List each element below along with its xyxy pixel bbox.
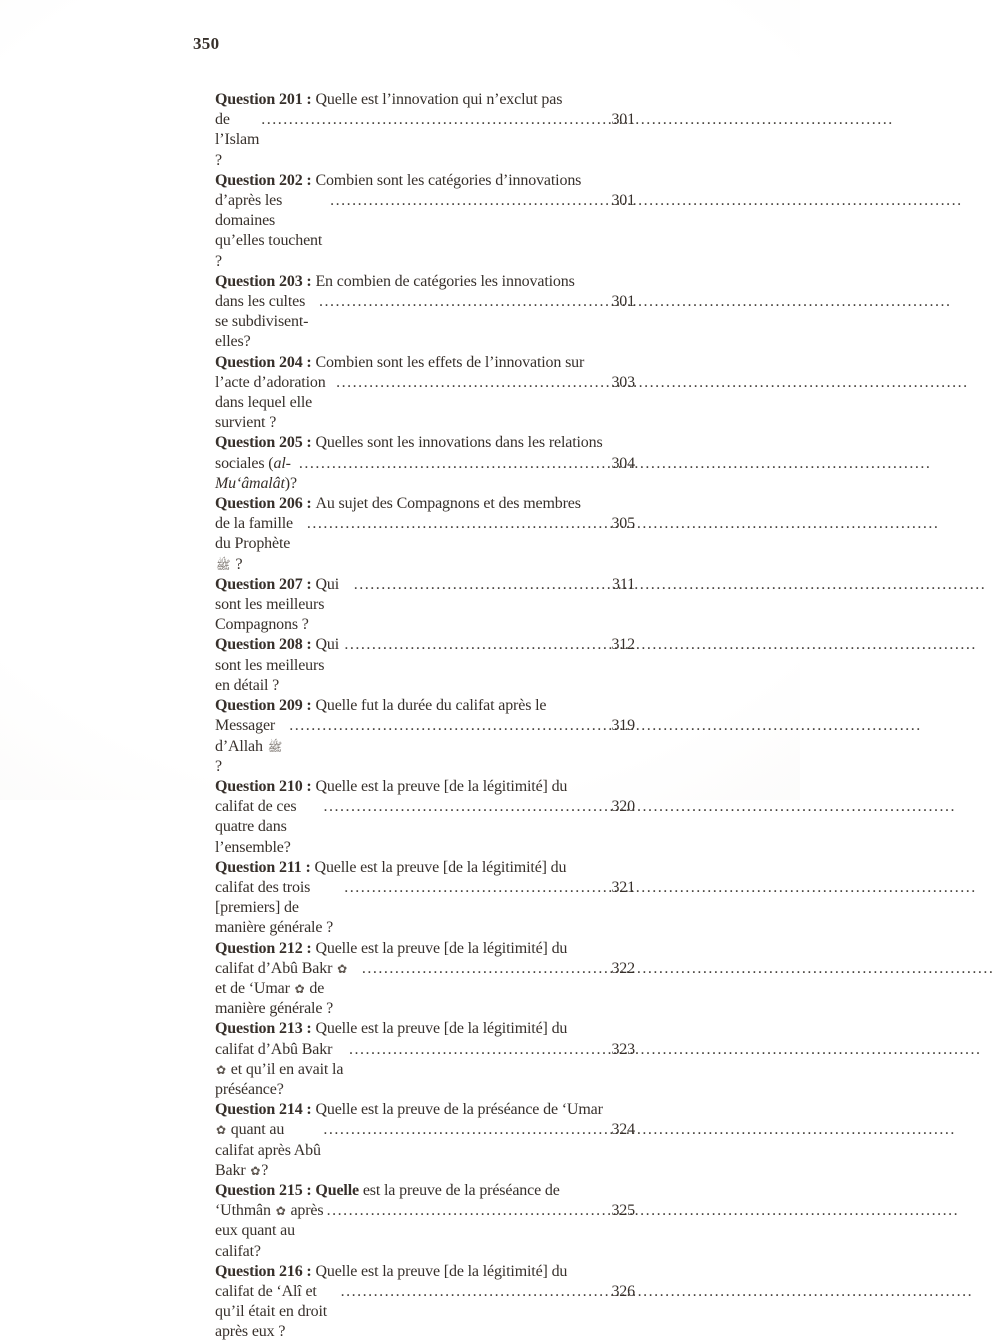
dot-leader — [327, 1201, 609, 1221]
question-text: Quelle est la preuve [de la légitimité] du — [315, 777, 568, 795]
question-text: ? — [231, 555, 243, 573]
question-label: Question 216 : — [215, 1262, 316, 1280]
toc-entry — [215, 353, 635, 434]
question-text: Au sujet des Compagnons et des membres — [315, 495, 581, 513]
toc-entry — [215, 171, 635, 272]
question-label: Question 211 : — [215, 858, 315, 876]
toc-page-ref: 321 — [611, 878, 635, 896]
toc-line-text — [215, 716, 287, 777]
toc-line-text — [215, 1019, 567, 1039]
toc-line-text — [215, 272, 575, 292]
question-text: ? — [215, 737, 288, 775]
honorific-icon: ﷺ — [267, 739, 283, 754]
question-label: Question 215 : Quelle — [215, 1181, 359, 1199]
toc-entry — [215, 575, 635, 636]
toc-line-text — [215, 858, 566, 878]
toc-line — [215, 1181, 635, 1201]
question-text: l’acte d’adoration dans lequel elle survient ? — [215, 373, 330, 432]
question-text: ‘Uthmân — [215, 1202, 275, 1220]
dot-leader — [307, 514, 609, 534]
question-label: Question 213 : — [215, 1020, 316, 1038]
question-text: califat de ces quatre dans l’ensemble? — [215, 798, 301, 856]
toc-page-ref: 305 — [611, 515, 635, 533]
question-text: dans les cultes se subdivisent-elles? — [215, 293, 310, 351]
question-text: de l’Islam ? — [215, 111, 264, 169]
toc-entry — [215, 1019, 635, 1100]
honorific-icon: ✿ — [216, 1123, 226, 1138]
question-text: Quelle est l’innovation qui n’exclut pas — [315, 91, 563, 108]
toc-page-ref: 311 — [612, 575, 635, 593]
toc-line-text — [215, 110, 264, 171]
question-label: Question 207 : — [215, 575, 316, 593]
toc-line-text — [215, 797, 322, 858]
toc-page-ref: 301 — [611, 111, 635, 129]
toc-line — [215, 797, 635, 858]
toc-line — [215, 191, 635, 272]
dot-leader — [349, 1040, 608, 1060]
question-text: d’après les domaines qu’elles touchent ? — [215, 192, 327, 270]
question-text: Messager d’Allah — [215, 717, 279, 755]
toc-line-text — [215, 90, 562, 110]
toc-line-text — [215, 777, 567, 797]
toc-line — [215, 1262, 635, 1282]
toc-line — [215, 1120, 635, 1181]
dot-leader — [323, 1120, 608, 1140]
toc-line — [215, 716, 635, 777]
question-text: et qu’il en avait la préséance? — [215, 1060, 348, 1098]
toc-line-text — [215, 1120, 325, 1181]
toc-entry — [215, 777, 635, 858]
question-label: Question 212 : — [215, 939, 316, 957]
question-text: Qui sont les meilleurs en détail ? — [215, 636, 343, 694]
toc-line — [215, 454, 635, 494]
toc-line — [215, 90, 635, 110]
toc-line-text — [215, 171, 581, 191]
toc-page-ref: 326 — [611, 1282, 635, 1300]
question-label: Question 204 : — [215, 353, 316, 371]
toc-line-text — [215, 959, 360, 1020]
toc-entry — [215, 494, 635, 575]
question-text: califat d’Abû Bakr — [215, 1040, 337, 1058]
toc-line — [215, 1100, 635, 1120]
toc-line-text — [215, 878, 342, 939]
question-label: Question 214 : — [215, 1101, 316, 1119]
toc-line — [215, 292, 635, 353]
toc-line — [215, 959, 635, 1020]
toc-line-text — [215, 635, 342, 696]
toc-entry — [215, 433, 635, 494]
question-label: Question 210 : — [215, 777, 316, 795]
toc-line — [215, 878, 635, 939]
question-text: Quelle est la preuve [de la légitimité] du — [315, 939, 568, 957]
question-label: Question 202 : — [215, 171, 316, 189]
dot-leader — [261, 110, 608, 130]
toc-entry — [215, 1262, 635, 1343]
question-text: califat d’Abû Bakr — [215, 959, 337, 977]
question-text: de manière générale ? — [215, 979, 337, 1018]
toc-entry — [215, 1100, 635, 1181]
question-label: Question 203 : — [215, 272, 316, 290]
toc-page-ref: 322 — [611, 959, 635, 977]
question-text: Quelles sont les innovations dans les relations — [315, 434, 603, 452]
toc-line — [215, 1282, 635, 1343]
toc-entry — [215, 1181, 635, 1262]
toc-line — [215, 858, 635, 878]
toc-line — [215, 696, 635, 716]
toc-line — [215, 777, 635, 797]
toc-page-ref: 312 — [611, 636, 635, 654]
toc-entry — [215, 858, 635, 939]
toc-line-text — [215, 1282, 339, 1343]
question-text: et de ‘Umar — [215, 959, 352, 997]
toc-line-text — [215, 1201, 328, 1262]
question-text: ? — [261, 1161, 269, 1179]
dot-leader — [330, 191, 608, 211]
toc-line-text — [215, 1100, 603, 1120]
toc-entry — [215, 939, 635, 1020]
question-text: )? — [284, 474, 297, 492]
toc-page-ref: 301 — [611, 192, 635, 210]
question-text: En combien de catégories les innovations — [315, 272, 575, 290]
toc-page-ref: 303 — [611, 373, 635, 391]
toc-line-text — [215, 1040, 347, 1101]
question-text: de la famille du Prophète — [215, 515, 297, 553]
toc-entry — [215, 272, 635, 353]
question-text: califat des trois [premiers] de manière générale ? — [215, 878, 334, 937]
question-text: Quelle fut la durée du califat après le — [315, 697, 547, 715]
honorific-icon: ﷺ — [216, 557, 231, 572]
toc-line — [215, 353, 635, 373]
toc-line — [215, 1019, 635, 1039]
toc-line-text — [215, 939, 567, 959]
dot-leader — [354, 575, 609, 595]
dot-leader — [341, 1282, 609, 1302]
toc-line-text — [215, 433, 603, 453]
question-text: Quelle est la preuve de la préséance de ‘Umar — [315, 1101, 603, 1119]
toc-line — [215, 272, 635, 292]
toc-line — [215, 433, 635, 453]
toc-line — [215, 171, 635, 191]
dot-leader — [344, 878, 608, 898]
question-text: quant au califat après Abû Bakr — [215, 1121, 325, 1179]
toc-line-text — [215, 373, 334, 434]
toc-page-ref: 323 — [611, 1040, 635, 1058]
dot-leader — [324, 797, 609, 817]
toc-entry — [215, 90, 635, 171]
honorific-icon: ✿ — [337, 961, 348, 976]
honorific-icon: ✿ — [250, 1163, 261, 1178]
honorific-icon: ✿ — [294, 981, 305, 996]
toc-line-text — [215, 292, 317, 353]
dot-leader — [319, 292, 608, 312]
toc-line-text — [215, 454, 297, 494]
question-text: califat de ‘Alî et qu’il était en droit après eux ? — [215, 1282, 331, 1341]
question-text: sociales ( — [215, 454, 274, 472]
table-of-contents — [215, 90, 635, 1343]
toc-page-ref: 320 — [611, 798, 635, 816]
toc-page-ref: 304 — [611, 454, 635, 472]
toc-entry — [215, 635, 635, 696]
toc-line — [215, 110, 635, 171]
toc-line — [215, 939, 635, 959]
question-label: Question 206 : — [215, 495, 316, 513]
toc-line — [215, 635, 635, 696]
dot-leader — [362, 959, 609, 979]
question-text: est la preuve de la préséance de — [358, 1181, 560, 1199]
question-text: Quelle est la preuve [de la légitimité] du — [315, 1020, 568, 1038]
toc-line — [215, 494, 635, 514]
dot-leader — [344, 635, 608, 655]
question-text: Quelle est la preuve [de la légitimité] du — [315, 1262, 568, 1280]
question-text: Qui sont les meilleurs Compagnons ? — [215, 575, 343, 634]
toc-line-text — [215, 494, 581, 514]
toc-entry — [215, 696, 635, 777]
toc-page-ref: 324 — [611, 1121, 635, 1139]
toc-page-ref: 325 — [611, 1202, 635, 1220]
question-label: Question 201 : — [215, 91, 316, 108]
question-label: Question 208 : — [215, 636, 316, 654]
question-text: Combien sont les catégories d’innovations — [315, 171, 582, 189]
toc-line-text — [215, 1181, 560, 1201]
toc-page-ref: 301 — [611, 293, 635, 311]
toc-line-text — [215, 696, 546, 716]
toc-line-text — [215, 191, 328, 272]
toc-line — [215, 373, 635, 434]
question-text: al-Mu‘âmalât — [215, 454, 291, 492]
dot-leader — [299, 454, 609, 474]
question-text: Combien sont les effets de l’innovation sur — [315, 353, 585, 371]
toc-page-ref: 319 — [611, 717, 635, 735]
toc-line-text — [215, 575, 352, 636]
toc-line-text — [215, 353, 584, 373]
dot-leader — [336, 373, 608, 393]
toc-line — [215, 1201, 635, 1262]
toc-line — [215, 1040, 635, 1101]
dot-leader — [289, 716, 608, 736]
toc-line-text — [215, 514, 305, 575]
page-number-folio: 350 — [193, 34, 220, 53]
honorific-icon: ✿ — [216, 1062, 226, 1077]
question-label: Question 209 : — [215, 697, 316, 715]
toc-line — [215, 514, 635, 575]
honorific-icon: ✿ — [275, 1204, 286, 1219]
question-text: Quelle est la preuve [de la légitimité] du — [314, 858, 567, 876]
question-text: après eux quant au califat? — [215, 1202, 328, 1260]
toc-line — [215, 575, 635, 636]
toc-line-text — [215, 1262, 567, 1282]
question-label: Question 205 : — [215, 434, 316, 452]
